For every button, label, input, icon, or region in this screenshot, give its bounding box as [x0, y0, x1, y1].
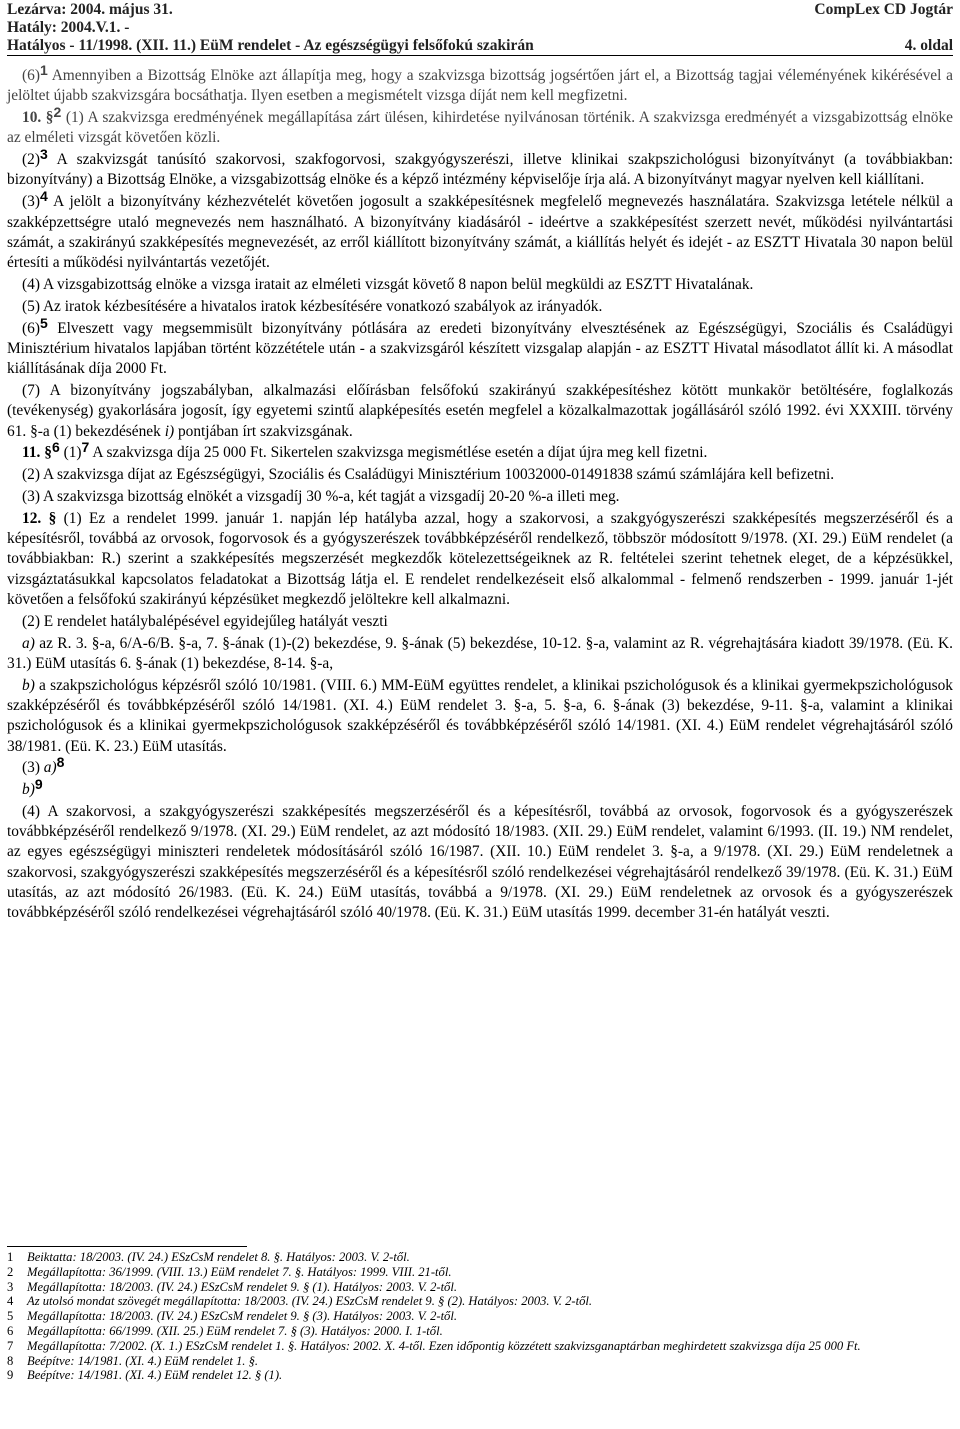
- paragraph: [7, 275, 953, 295]
- paragraph-text: (5) Az iratok kézbesítésére a hivatalos iratok kézbesítésére vonatkozó szabályok az irányadók.: [22, 297, 603, 315]
- paragraph: [7, 439, 953, 463]
- paragraph: [7, 188, 953, 273]
- footnote: [7, 1324, 953, 1339]
- paragraph: [7, 314, 953, 380]
- paragraph: [7, 381, 953, 442]
- point-letter: a): [43, 759, 57, 777]
- paragraph: [7, 465, 953, 485]
- footnote-text: Az utolsó mondat szövegét megállapította: 18/2003. (IV. 24.) ESzCsM rendelet 9. § (2). Hatályos: 2003. V. 2-től.: [27, 1294, 593, 1309]
- paragraph: [7, 62, 953, 107]
- paragraph: [7, 146, 953, 191]
- footnote-number: 8: [7, 1353, 14, 1368]
- paragraph-text: (3) A szakvizsga bizottság elnökét a vizsgadíj 30 %-a, két tagját a vizsgadíj 20-20 %-a illeti meg.: [22, 487, 620, 505]
- closed-date: Lezárva: 2004. május 31.: [7, 1, 173, 18]
- paragraph: [7, 676, 953, 757]
- paragraph-text: (4) A vizsgabizottság elnöke a vizsga iratait az elméleti vizsgát követő 8 napon belül megküldi az ESZTT Hivatalának.: [22, 275, 754, 293]
- point-letter: a): [22, 634, 35, 652]
- paragraph-text: (2) A szakvizsga díjat az Egészségügyi, Szociális és Családügyi Minisztérium 10032000-01491838 számú számlájára kell befizetni.: [22, 466, 835, 484]
- paragraph-prefix: (3): [22, 759, 44, 777]
- footnote-ref: 5: [39, 314, 48, 331]
- paragraph: [7, 634, 953, 675]
- paragraph-text: pontjában írt szakvizsgának.: [174, 422, 353, 440]
- footnote-number: 1: [7, 1250, 14, 1264]
- header-rule: [7, 55, 953, 56]
- paragraph-text: Elveszett vagy megsemmisült bizonyítvány pótlására az eredeti bizonyítvány elvesztésének az Egészségügyi, Szociális és Családügyi Minisztérium hivatalos lapjában történt közzététele után - a szakvizsgáról készített vizsgalap alapján - az ESZTT Hivatal másodlatot állít ki. A másodlat kiállításának díja 2000 Ft.: [7, 319, 953, 378]
- footnote-text: Megállapította: 66/1999. (XII. 25.) EüM rendelet 7. § (3). Hatályos: 2000. I. 1-től.: [27, 1323, 443, 1338]
- paragraph-text: a szakpszichológus képzésről szóló 10/1981. (VIII. 6.) MM-EüM együttes rendelet, a klinikai pszichológusok és a klinikai gyermekpszichológusok szakképzéséről és továbbképzéséről szóló 14/1981. (XI. 4.) EüM rendelet 3. §-a, 5. §-a, 6. §-ának (3) bekezdése, 9-11. §-a, valamint a klinikai pszichológusok és a klinikai gyermekpszichológusok szakképzéséről és továbbképzéséről szóló 14/1981. (XI. 4.) EüM rendelet végrehajtásáról szóló 38/1981. (Eü. K. 23.) EüM utasítás.: [7, 676, 953, 755]
- section-number: 12.: [22, 509, 42, 527]
- footnote-ref: 2: [53, 104, 62, 121]
- footnote: [7, 1294, 953, 1309]
- footnote-ref: 9: [34, 776, 43, 793]
- paragraph: [7, 754, 953, 778]
- footnote-number: 4: [7, 1294, 14, 1309]
- footnote: [7, 1250, 953, 1265]
- paragraph-text: A szakvizsgát tanúsító szakorvosi, szakfogorvosi, szakgyógyszerészi, illetve klinikai szakpszichológusi bizonyítványt (a továbbiakban: bizonyítvány) a Bizottság Elnöke, a vizsgabizottság elnöke és a képző intézmény képviselője írja alá. A bizonyítványt magyar nyelven kell kiállítani.: [7, 151, 953, 189]
- point-letter: i): [164, 422, 175, 440]
- paragraph-prefix: (6): [22, 67, 40, 84]
- footnote-text: Beépítve: 14/1981. (XI. 4.) EüM rendelet 1. §.: [27, 1353, 259, 1368]
- footnote-ref: 7: [81, 439, 90, 456]
- paragraph: [7, 297, 953, 317]
- publisher-name: CompLex CD Jogtár: [814, 1, 953, 18]
- paragraph-prefix: (3): [22, 193, 40, 211]
- paragraph-prefix: §: [40, 444, 52, 462]
- footnote-text: Megállapította: 18/2003. (IV. 24.) ESzCsM rendelet 9. § (3). Hatályos: 2003. V. 2-től.: [27, 1309, 458, 1324]
- paragraph: [7, 612, 953, 632]
- footnote-ref: 4: [39, 188, 48, 205]
- footnote-ref: 6: [51, 439, 60, 456]
- paragraph: [7, 104, 953, 149]
- footnote: [7, 1354, 953, 1369]
- paragraph: [7, 776, 953, 800]
- paragraph-text: (2) E rendelet hatálybalépésével egyidejűleg hatályát veszti: [22, 612, 388, 630]
- footnote-ref: 3: [39, 146, 48, 163]
- footnote-number: 9: [7, 1368, 14, 1383]
- paragraph: [7, 509, 953, 610]
- paragraph-prefix: §: [41, 109, 54, 127]
- page-header: [7, 0, 953, 64]
- footnote: [7, 1309, 953, 1324]
- footnote-number: 6: [7, 1323, 14, 1338]
- paragraph-prefix: (1): [59, 444, 82, 462]
- paragraph-text: (7) A bizonyítvány jogszabályban, alkalmazási előírásban felsőfokú szakirányú szakképesítéshez kötött munkakör betöltésére, foglalkozás (tevékenység) gyakorlására jogosít, így egyetemi szintű alapképesítés esetén megfelel a közalkalmazottak jogállásáról szóló 1992. évi XXXIII. törvény 61. §-a (1) bekezdésének: [7, 381, 953, 440]
- footnote-text: Beiktatta: 18/2003. (IV. 24.) ESzCsM rendelet 8. §. Hatályos: 2003. V. 2-től.: [27, 1250, 410, 1264]
- paragraph-text: (4) A szakorvosi, a szakgyógyszerészi szakképesítés megszerzéséről és a képesítésről, továbbá az orvosok, fogorvosok és a gyógyszerészek továbbképzéséről rendelkező 9/1978. (XI. 29.) EüM rendelet, az azt módosító 18/1983. (XII. 29.) EüM rendelet, valamint 6/1993. (II. 19.) NM rendelet, az egyes egészségügyi miniszteri rendeletek módosításáról szóló 16/1987. (XII. 10.) EüM rendelet 3. §-a, a 9/1978. (XI. 29.) EüM rendeletnek a szakorvosi, szakgyógyszerészi szakképesítés megszerzéséről és a képesítésről szóló rendelkezései végrehajtásáról rendelkező 39/1978. (Eü. K. 31.) EüM utasítás, az azt módosító 26/1983. (Eü. K. 24.) EüM utasítás, továbbá a 9/1978. (XI. 29.) EüM rendeletnek az orvosok és a gyógyszerészek továbbképzéséről szóló rendelkezései végrehajtásáról szóló 40/1978. (Eü. K. 31.) EüM utasítás 1999. december 31-én hatályát veszti.: [7, 802, 953, 922]
- footnote-ref: 8: [56, 754, 65, 771]
- footnote-number: 7: [7, 1338, 14, 1353]
- footnote-text: Beépítve: 14/1981. (XI. 4.) EüM rendelet 12. § (1).: [27, 1368, 283, 1383]
- effect-range: Hatály: 2004.V.1. -: [7, 19, 130, 36]
- footnotes: [7, 1250, 953, 1383]
- section-number: 11.: [22, 444, 41, 462]
- footnote: [7, 1265, 953, 1280]
- footnote: [7, 1368, 953, 1383]
- section-number: 10.: [22, 109, 42, 127]
- paragraph-prefix: §: [41, 509, 57, 527]
- page-number: 4. oldal: [904, 37, 953, 54]
- footnote-number: 5: [7, 1309, 14, 1324]
- document-body: [7, 62, 954, 925]
- paragraph-text: (1) Ez a rendelet 1999. január 1. napján lép hatályba azzal, hogy a szakorvosi, a szakgyógyszerészi szakképesítés megszerzéséről és a képesítésről, továbbá az orvosok, fogorvosok és a gyógyszerészek továbbképzéséről rendelkező, többször módosított 9/1978. (XI. 29.) EüM rendelet (a továbbiakban: R.) szerint a szakképesítés megszerzését megkezdők kötelezettségeiknek az R. feltételei szerint tehetnek eleget, de a képzésükkel, vizsgáztatásukkal kapcsolatos feladatokat a Bizottság látja el. E rendelet rendelkezéseit első alkalommal - felmenő rendszerben - 1999. január 1-jét követően a felsőfokú szakirányú képzésüket megkezdő jelöltekre kell alkalmazni.: [7, 509, 954, 608]
- point-letter: b): [22, 781, 35, 799]
- footnote-text: Megállapította: 7/2002. (X. 1.) ESzCsM rendelet 1. §. Hatályos: 2002. X. 4-től. Ezen időpontig közzétett szakvizsganaptárban meghirdetett szakvizsga díja 25 000 Ft.: [27, 1338, 861, 1353]
- paragraph-text: az R. 3. §-a, 6/A-6/B. §-a, 7. §-ának (1)-(2) bekezdése, 9. §-ának (5) bekezdése, 10-12. §-a, valamint az R. végrehajtására kiadott 39/1978. (Eü. K. 31.) EüM utasítás 6. §-ának (1) bekezdése, 8-14. §-a,: [7, 634, 953, 672]
- footnote-text: Megállapította: 18/2003. (IV. 24.) ESzCsM rendelet 9. § (1). Hatályos: 2003. V. 2-től.: [27, 1279, 458, 1294]
- paragraph: [7, 802, 953, 924]
- paragraph-text: Amennyiben a Bizottság Elnöke azt állapítja meg, hogy a szakvizsga bizottság jogsértően járt el, a Bizottság tagjai véleményének kikérésével a jelöltet újabb szakvizsgára bocsáthatja. Ilyen esetben a megismételt vizsga díját nem kell megfizetni.: [7, 67, 953, 105]
- footnote: [7, 1280, 953, 1295]
- footnote: [7, 1339, 953, 1354]
- paragraph-text: (1) A szakvizsga eredményének megállapítása zárt ülésen, kihirdetése nyilvánosan történik. A szakvizsga eredményét a vizsgabizottság elnöke az elméleti vizsgát követően közli.: [7, 109, 953, 147]
- document-title: Hatályos - 11/1998. (XII. 11.) EüM rendelet - Az egészségügyi felsőfokú szakirán: [7, 37, 534, 54]
- paragraph-text: A jelölt a bizonyítvány kézhezvételét követően jogosult a szakképesítésnek megfelelő megnevezés használatára. Szakvizsga letétele nélkül a szakképzettségre utaló megnevezés nem használható. A bizonyítvány kiadásáról - ideértve a szakképesítést szerzett nevét, működési nyilvántartási számát, a szakirányú szakképesítés megnevezését, az erről kiállított bizonyítvány számát, a kiállítás helyét és idejét - az ESZTT Hivatala 30 napon belül értesíti a működési nyilvántartás vezetőjét.: [7, 193, 953, 272]
- footnote-separator: [7, 1246, 247, 1247]
- point-letter: b): [22, 676, 35, 694]
- footnote-number: 3: [7, 1279, 14, 1294]
- paragraph-prefix: (6): [22, 319, 40, 337]
- paragraph-text: A szakvizsga díja 25 000 Ft. Sikertelen szakvizsga megismétlése esetén a díjat újra meg kell fizetni.: [89, 444, 708, 462]
- paragraph: [7, 487, 953, 507]
- footnote-ref: 1: [39, 62, 48, 78]
- paragraph-prefix: (2): [22, 151, 40, 169]
- footnote-text: Megállapította: 36/1999. (VIII. 13.) EüM rendelet 7. §. Hatályos: 1999. VIII. 21-től.: [27, 1264, 452, 1279]
- footnote-number: 2: [7, 1264, 14, 1279]
